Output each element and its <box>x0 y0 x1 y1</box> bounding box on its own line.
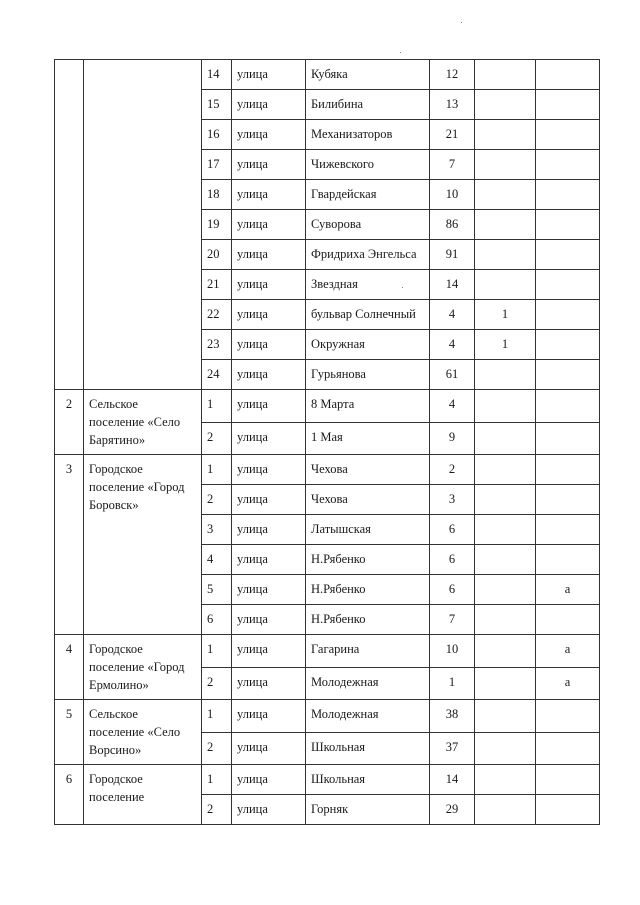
street-name-cell: бульвар Солнечный <box>306 300 430 330</box>
house-number-cell: 91 <box>430 240 475 270</box>
street-name-cell: Латышская <box>306 515 430 545</box>
row-number-cell: 1 <box>202 700 232 733</box>
house-number-cell: 1 <box>430 667 475 700</box>
letter-cell <box>536 330 600 360</box>
building-cell <box>475 732 536 765</box>
street-type-cell: улица <box>232 180 306 210</box>
street-name-cell: Школьная <box>306 732 430 765</box>
building-cell <box>475 545 536 575</box>
building-cell <box>475 667 536 700</box>
letter-cell <box>536 700 600 733</box>
street-name-cell: Гурьянова <box>306 360 430 390</box>
row-number-cell: 5 <box>202 575 232 605</box>
street-type-cell: улица <box>232 360 306 390</box>
house-number-cell: 2 <box>430 455 475 485</box>
building-cell <box>475 575 536 605</box>
house-number-cell: 13 <box>430 90 475 120</box>
letter-cell <box>536 90 600 120</box>
street-name-cell: Билибина <box>306 90 430 120</box>
street-type-cell: улица <box>232 390 306 423</box>
settlement-name-cell: Городское поселение <box>84 765 202 825</box>
letter-cell <box>536 360 600 390</box>
house-number-cell: 4 <box>430 300 475 330</box>
building-cell <box>475 795 536 825</box>
street-type-cell: улица <box>232 515 306 545</box>
street-name-cell: Кубяка <box>306 60 430 90</box>
building-cell <box>475 515 536 545</box>
letter-cell <box>536 390 600 423</box>
house-number-cell: 61 <box>430 360 475 390</box>
street-type-cell: улица <box>232 300 306 330</box>
street-type-cell: улица <box>232 330 306 360</box>
house-number-cell: 86 <box>430 210 475 240</box>
row-number-cell: 18 <box>202 180 232 210</box>
building-cell <box>475 635 536 668</box>
street-name-cell: Звездная <box>306 270 430 300</box>
row-number-cell: 15 <box>202 90 232 120</box>
building-cell <box>475 120 536 150</box>
building-cell <box>475 150 536 180</box>
building-cell <box>475 90 536 120</box>
group-number-cell: 3 <box>55 455 84 635</box>
street-type-cell: улица <box>232 422 306 455</box>
building-cell: 1 <box>475 300 536 330</box>
letter-cell <box>536 515 600 545</box>
house-number-cell: 7 <box>430 605 475 635</box>
street-type-cell: улица <box>232 605 306 635</box>
street-name-cell: Фридриха Энгельса <box>306 240 430 270</box>
row-number-cell: 23 <box>202 330 232 360</box>
letter-cell: а <box>536 575 600 605</box>
building-cell <box>475 210 536 240</box>
scan-speck <box>400 52 401 53</box>
street-type-cell: улица <box>232 90 306 120</box>
row-number-cell: 16 <box>202 120 232 150</box>
settlement-name-cell: Городское поселение «Город Ермолино» <box>84 635 202 700</box>
house-number-cell: 10 <box>430 635 475 668</box>
building-cell <box>475 605 536 635</box>
street-name-cell: Механизаторов <box>306 120 430 150</box>
row-number-cell: 19 <box>202 210 232 240</box>
row-number-cell: 22 <box>202 300 232 330</box>
row-number-cell: 17 <box>202 150 232 180</box>
house-number-cell: 12 <box>430 60 475 90</box>
letter-cell <box>536 150 600 180</box>
street-name-cell: 1 Мая <box>306 422 430 455</box>
street-type-cell: улица <box>232 270 306 300</box>
building-cell: 1 <box>475 330 536 360</box>
street-type-cell: улица <box>232 732 306 765</box>
street-type-cell: улица <box>232 150 306 180</box>
row-number-cell: 1 <box>202 390 232 423</box>
street-name-cell: Горняк <box>306 795 430 825</box>
street-name-cell: Чехова <box>306 485 430 515</box>
row-number-cell: 1 <box>202 765 232 795</box>
row-number-cell: 14 <box>202 60 232 90</box>
table-row <box>55 635 600 668</box>
building-cell <box>475 60 536 90</box>
street-type-cell: улица <box>232 765 306 795</box>
letter-cell <box>536 210 600 240</box>
group-number-cell: 2 <box>55 390 84 455</box>
letter-cell <box>536 605 600 635</box>
table-row <box>55 60 600 90</box>
building-cell <box>475 700 536 733</box>
building-cell <box>475 485 536 515</box>
group-number-cell: 4 <box>55 635 84 700</box>
settlement-name-cell <box>84 60 202 390</box>
house-number-cell: 14 <box>430 765 475 795</box>
street-type-cell: улица <box>232 455 306 485</box>
settlement-name-cell: Сельское поселение «Село Ворсино» <box>84 700 202 765</box>
row-number-cell: 20 <box>202 240 232 270</box>
house-number-cell: 37 <box>430 732 475 765</box>
letter-cell <box>536 422 600 455</box>
row-number-cell: 2 <box>202 795 232 825</box>
house-number-cell: 7 <box>430 150 475 180</box>
group-number-cell <box>55 60 84 390</box>
building-cell <box>475 270 536 300</box>
table-row <box>55 390 600 423</box>
row-number-cell: 24 <box>202 360 232 390</box>
street-type-cell: улица <box>232 60 306 90</box>
street-name-cell: Н.Рябенко <box>306 605 430 635</box>
building-cell <box>475 765 536 795</box>
house-number-cell: 4 <box>430 330 475 360</box>
street-type-cell: улица <box>232 575 306 605</box>
street-name-cell: Молодежная <box>306 667 430 700</box>
street-type-cell: улица <box>232 545 306 575</box>
letter-cell: а <box>536 667 600 700</box>
letter-cell <box>536 60 600 90</box>
street-name-cell: Школьная <box>306 765 430 795</box>
letter-cell <box>536 300 600 330</box>
table-row <box>55 700 600 733</box>
street-name-cell: Суворова <box>306 210 430 240</box>
row-number-cell: 2 <box>202 667 232 700</box>
building-cell <box>475 455 536 485</box>
table-row <box>55 765 600 795</box>
house-number-cell: 29 <box>430 795 475 825</box>
street-name-cell: Молодежная <box>306 700 430 733</box>
letter-cell: а <box>536 635 600 668</box>
street-name-cell: Гвардейская <box>306 180 430 210</box>
row-number-cell: 3 <box>202 515 232 545</box>
house-number-cell: 14 <box>430 270 475 300</box>
letter-cell <box>536 270 600 300</box>
building-cell <box>475 180 536 210</box>
street-type-cell: улица <box>232 120 306 150</box>
street-name-cell: Н.Рябенко <box>306 575 430 605</box>
letter-cell <box>536 485 600 515</box>
row-number-cell: 2 <box>202 732 232 765</box>
building-cell <box>475 360 536 390</box>
house-number-cell: 38 <box>430 700 475 733</box>
settlement-name-cell: Сельское поселение «Село Барятино» <box>84 390 202 455</box>
building-cell <box>475 422 536 455</box>
row-number-cell: 1 <box>202 635 232 668</box>
house-number-cell: 9 <box>430 422 475 455</box>
street-name-cell: 8 Марта <box>306 390 430 423</box>
address-table <box>54 59 600 825</box>
row-number-cell: 6 <box>202 605 232 635</box>
house-number-cell: 6 <box>430 515 475 545</box>
street-name-cell: Чехова <box>306 455 430 485</box>
letter-cell <box>536 795 600 825</box>
letter-cell <box>536 765 600 795</box>
street-type-cell: улица <box>232 210 306 240</box>
row-number-cell: 21 <box>202 270 232 300</box>
scan-speck <box>461 22 462 23</box>
house-number-cell: 6 <box>430 575 475 605</box>
group-number-cell: 5 <box>55 700 84 765</box>
street-name-cell: Чижевского <box>306 150 430 180</box>
house-number-cell: 6 <box>430 545 475 575</box>
street-name-cell: Окружная <box>306 330 430 360</box>
row-number-cell: 2 <box>202 485 232 515</box>
street-name-cell: Гагарина <box>306 635 430 668</box>
table-row <box>55 455 600 485</box>
street-type-cell: улица <box>232 795 306 825</box>
group-number-cell: 6 <box>55 765 84 825</box>
street-type-cell: улица <box>232 240 306 270</box>
letter-cell <box>536 240 600 270</box>
settlement-name-cell: Городское поселение «Город Боровск» <box>84 455 202 635</box>
street-type-cell: улица <box>232 635 306 668</box>
house-number-cell: 4 <box>430 390 475 423</box>
street-name-cell: Н.Рябенко <box>306 545 430 575</box>
house-number-cell: 3 <box>430 485 475 515</box>
letter-cell <box>536 455 600 485</box>
building-cell <box>475 390 536 423</box>
letter-cell <box>536 732 600 765</box>
street-type-cell: улица <box>232 700 306 733</box>
row-number-cell: 2 <box>202 422 232 455</box>
street-type-cell: улица <box>232 667 306 700</box>
row-number-cell: 4 <box>202 545 232 575</box>
row-number-cell: 1 <box>202 455 232 485</box>
letter-cell <box>536 545 600 575</box>
house-number-cell: 10 <box>430 180 475 210</box>
house-number-cell: 21 <box>430 120 475 150</box>
building-cell <box>475 240 536 270</box>
street-type-cell: улица <box>232 485 306 515</box>
letter-cell <box>536 180 600 210</box>
letter-cell <box>536 120 600 150</box>
